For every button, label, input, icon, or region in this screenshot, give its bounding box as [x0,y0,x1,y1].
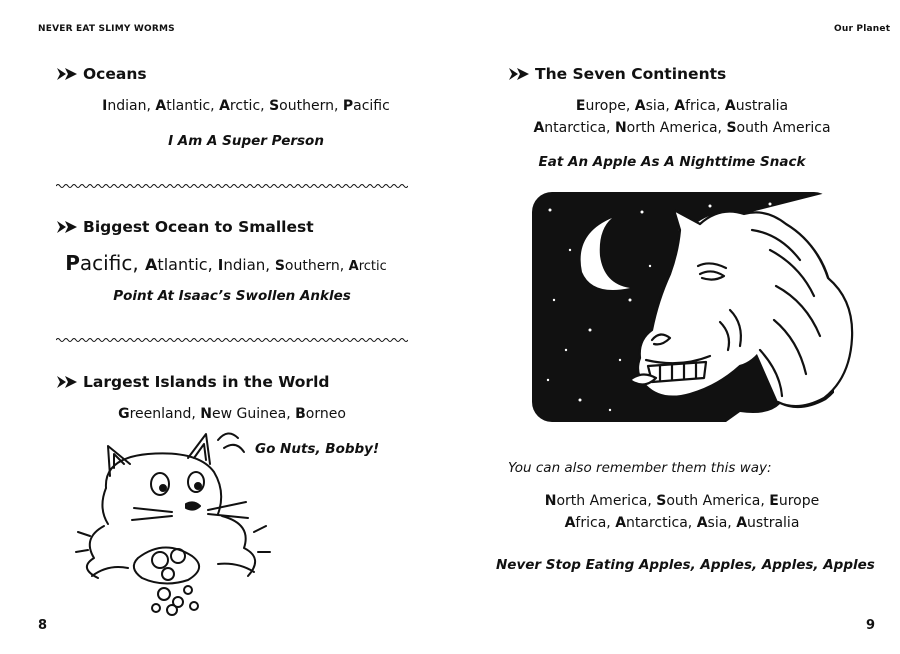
word-remainder: ustralia [747,515,800,531]
right-page-number: 9 [866,618,876,633]
word-remainder: ntarctica [544,120,607,136]
alternate-list-line2: Africa, Antarctica, Asia, Australia [564,515,800,531]
word-remainder: acific [353,98,390,114]
word-remainder: sia [645,98,666,114]
word-remainder: tlantic [166,98,211,114]
initial-letter: E [769,493,779,509]
list-item [218,256,266,274]
continents-heading [508,65,726,83]
list-item [219,98,260,114]
word-remainder: rctic [358,259,387,274]
list-item [576,98,626,114]
initial-letter: A [348,259,359,274]
left-page-number: 8 [38,618,48,633]
initial-letter: I [102,98,108,114]
continents-list-line2: Antarctica, North America, South America [533,120,831,136]
word-remainder: outhern [279,98,334,114]
initial-letter: P [65,251,80,275]
word-remainder: outh America [736,120,831,136]
alternate-mnemonic: Never Stop Eating Apples, Apples, Apples, Apples [496,557,875,573]
word-remainder: outh America [666,493,761,509]
word-remainder: rctic [229,98,261,114]
continents-list-line1: Europe, Asia, Africa, Australia [575,98,789,114]
initial-letter: S [269,98,280,114]
section-divider [56,183,408,189]
list-item [615,120,718,136]
list-item [533,120,606,136]
list-item [697,515,728,531]
list-item [295,406,346,422]
word-remainder: ew Guinea [211,406,287,422]
initial-letter: A [564,515,576,531]
word-remainder: urope [778,493,820,509]
word-remainder: ndian [223,256,266,274]
biggest-ocean-list: Pacific, Atlantic, Indian, Southern, Arctic [65,251,387,275]
oceans-mnemonic: I Am A Super Person [168,133,324,149]
biggest-ocean-heading-text: Biggest Ocean to Smallest [83,218,314,236]
word-remainder: sia [707,515,728,531]
right-running-header: Our Planet [834,24,891,34]
list-item [349,259,387,274]
list-item [736,515,799,531]
list-item [656,493,760,509]
word-remainder: ntarctica [626,515,688,531]
squirrel-illustration [68,428,278,618]
list-item [635,98,666,114]
double-chevron-arrow-icon [56,375,78,389]
list-item [769,493,819,509]
initial-letter: N [614,120,627,136]
initial-letter: A [615,515,627,531]
word-remainder: orneo [305,406,346,422]
initial-letter: A [696,515,708,531]
word-remainder: frica [575,515,607,531]
list-item [200,406,286,422]
word-remainder: ustralia [735,98,789,114]
initial-letter: B [295,406,306,422]
initial-letter: N [200,406,212,422]
initial-letter: A [736,515,748,531]
initial-letter: E [575,98,586,114]
list-item [674,98,716,114]
oceans-list: Indian, Atlantic, Arctic, Southern, Pacific [102,98,390,114]
alternate-intro: You can also remember them this way: [508,460,772,476]
list-item [65,251,132,275]
list-item [275,258,340,274]
list-item [726,120,830,136]
largest-islands-mnemonic: Go Nuts, Bobby! [255,441,380,457]
word-remainder: orth America [556,493,648,509]
word-remainder: urope [585,98,626,114]
initial-letter: G [118,406,130,422]
word-remainder: reenland [129,406,192,422]
initial-letter: A [674,98,686,114]
word-remainder: ndian [107,98,147,114]
word-remainder: outhern [284,258,340,274]
list-item [118,406,191,422]
continents-mnemonic: Eat An Apple As A Nighttime Snack [538,154,806,170]
initial-letter: A [533,120,545,136]
continents-heading-text: The Seven Continents [535,65,727,83]
double-chevron-arrow-icon [56,67,78,81]
section-divider [56,337,408,343]
initial-letter: N [544,493,557,509]
left-running-header: NEVER EAT SLIMY WORMS [38,24,175,34]
double-chevron-arrow-icon [508,67,530,81]
list-item [725,98,788,114]
word-remainder: orth America [626,120,718,136]
biggest-ocean-mnemonic: Point At Isaac’s Swollen Ankles [113,288,351,304]
biggest-ocean-heading [56,218,314,236]
list-item [102,98,146,114]
list-item [565,515,607,531]
list-item [615,515,688,531]
initial-letter: A [145,255,158,274]
double-chevron-arrow-icon [56,220,78,234]
oceans-heading [56,65,147,83]
initial-letter: P [342,98,354,114]
word-remainder: acific [79,251,133,275]
largest-islands-heading [56,373,329,391]
initial-letter: A [155,98,167,114]
word-remainder: frica [685,98,716,114]
word-remainder: tlantic [157,255,208,274]
horse-night-illustration [530,190,860,424]
list-item [155,98,210,114]
list-item [145,255,208,274]
largest-islands-heading-text: Largest Islands in the World [83,373,330,391]
initial-letter: S [726,120,737,136]
alternate-list-line1: North America, South America, Europe [544,493,820,509]
initial-letter: A [219,98,230,114]
list-item [545,493,648,509]
initial-letter: S [274,258,285,274]
list-item [269,98,334,114]
initial-letter: A [634,98,646,114]
initial-letter: A [724,98,736,114]
oceans-heading-text: Oceans [83,65,147,83]
initial-letter: S [656,493,667,509]
initial-letter: I [217,256,224,274]
largest-islands-list: Greenland, New Guinea, Borneo [118,406,346,422]
list-item [343,98,390,114]
